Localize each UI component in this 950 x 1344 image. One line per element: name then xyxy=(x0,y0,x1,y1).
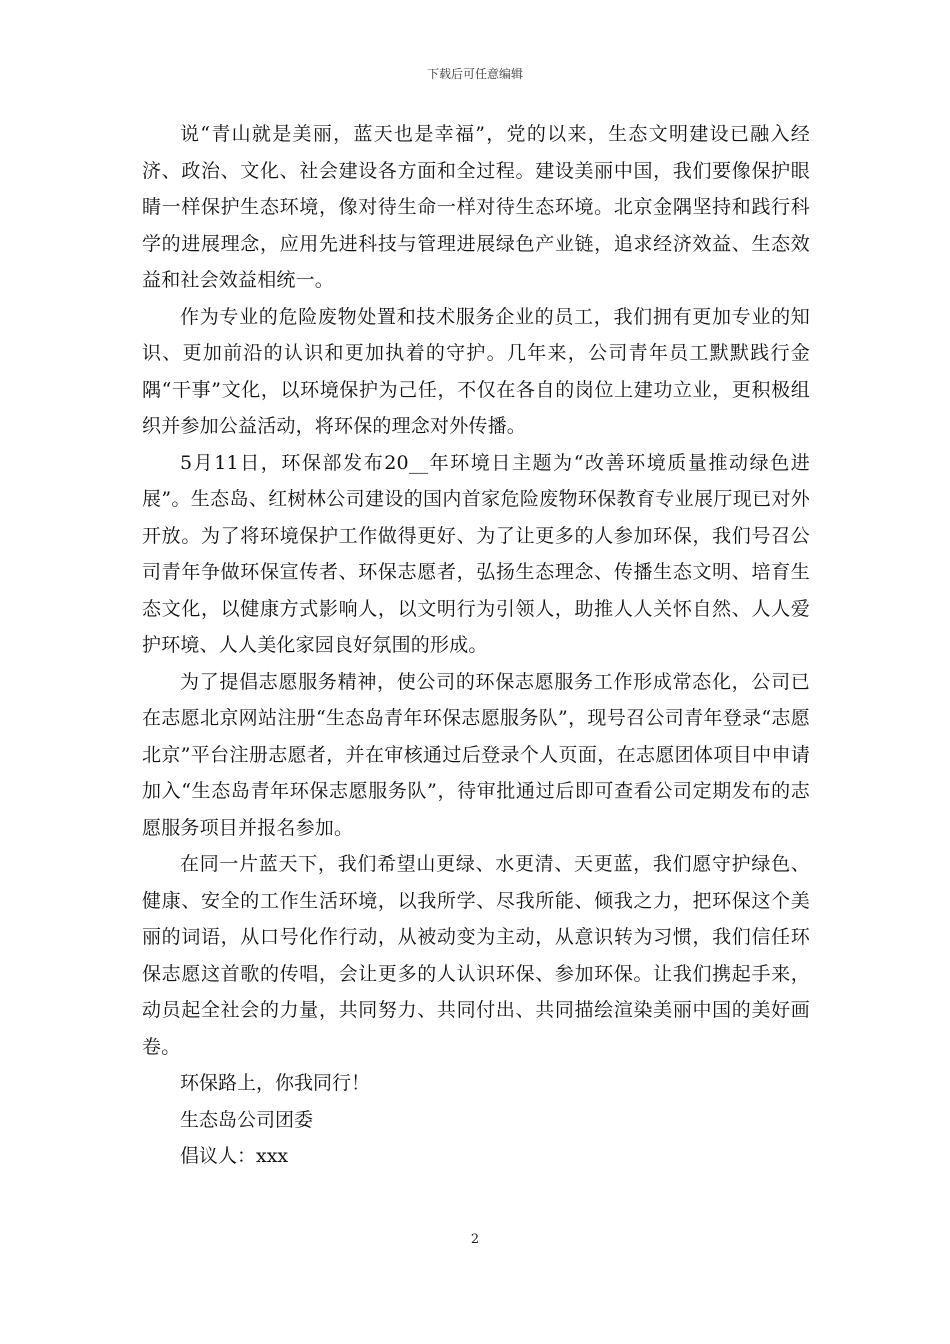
closing-line: 环保路上，你我同行！ xyxy=(180,1072,371,1094)
document-body xyxy=(142,116,810,1175)
initiator-line: 倡议人：xxx xyxy=(180,1145,289,1167)
paragraph-2: 作为专业的危险废物处置和技术服务企业的员工，我们拥有更加专业的知识、更加前沿的认识和更加执着的守护。几年来，公司青年员工默默践行金隅“干事”文化，以环境保护为己任，不仅在各自的岗位上建功立业，更积极组织并参加公益活动，将环保的理念对外传播。 xyxy=(142,305,810,437)
page-number: 2 xyxy=(470,1232,480,1247)
paragraph-3: 5月11日，环保部发布20__年环境日主题为“改善环境质量推动绿色进展”。生态岛、红树林公司建设的国内首家危险废物环保教育专业展厅现已对外开放。为了将环境保护工作做得更好、为了让更多的人参加环保，我们号召公司青年争做环保宣传者、环保志愿者，弘扬生态理念、传播生态文明、培育生态文化，以健康方式影响人，以文明行为引领人，助推人人关怀自然、人人爱护环境、人人美化家园良好氛围的形成。 xyxy=(142,451,810,656)
paragraph-5: 在同一片蓝天下，我们希望山更绿、水更清、天更蓝，我们愿守护绿色、健康、安全的工作生活环境，以我所学、尽我所能、倾我之力，把环保这个美丽的词语，从口号化作行动，从被动变为主动，从意识转为习惯，我们信任环保志愿这首歌的传唱，会让更多的人认识环保、参加环保。让我们携起手来，动员起全社会的力量，共同努力、共同付出、共同描绘渲染美丽中国的美好画卷。 xyxy=(142,853,810,1058)
paragraph-1: 说“青山就是美丽，蓝天也是幸福”，党的以来，生态文明建设已融入经济、政治、文化、社会建设各方面和全过程。建设美丽中国，我们要像保护眼睛一样保护生态环境，像对待生命一样对待生态环境。北京金隅坚持和践行科学的进展理念，应用先进科技与管理进展绿色产业链，追求经济效益、生态效益和社会效益相统一。 xyxy=(142,123,810,291)
paragraph-4: 为了提倡志愿服务精神，使公司的环保志愿服务工作形成常态化，公司已在志愿北京网站注册“生态岛青年环保志愿服务队”，现号召公司青年登录“志愿北京”平台注册志愿者，并在审核通过后登录个人页面，在志愿团体项目中申请加入“生态岛青年环保志愿服务队”，待审批通过后即可查看公司定期发布的志愿服务项目并报名参加。 xyxy=(142,670,810,839)
page-header: 下载后可任意编辑 xyxy=(426,67,523,81)
signature-organization: 生态岛公司团委 xyxy=(180,1108,314,1131)
